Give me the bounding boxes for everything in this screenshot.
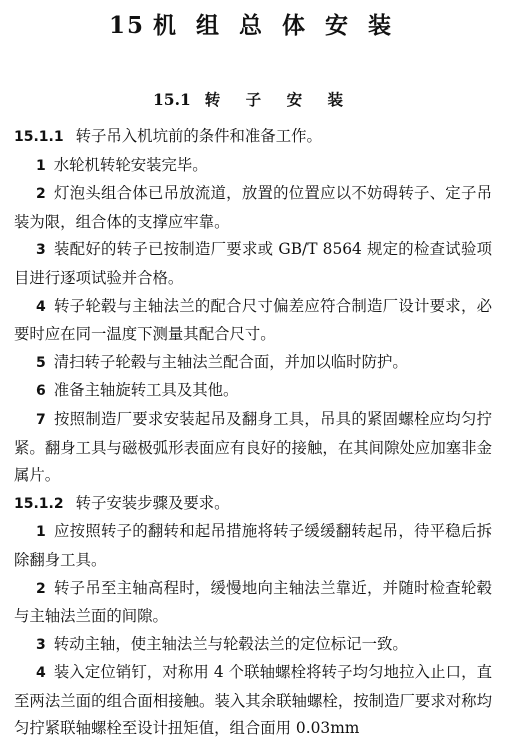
chapter-number: 15 xyxy=(108,12,145,39)
list-item xyxy=(14,406,492,490)
list-item xyxy=(14,180,492,236)
item-number: 4 xyxy=(36,665,46,682)
item-number: 5 xyxy=(36,354,46,371)
item-text: 转子轮毂与主轴法兰的配合尺寸偏差应符合制造厂设计要求，必要时应在同一温度下测量其配合尺寸。 xyxy=(14,296,492,344)
item-text: 转子吊至主轴高程时，缓慢地向主轴法兰靠近，并随时检查轮毂与主轴法兰面的间隙。 xyxy=(14,578,492,626)
item-number: 2 xyxy=(36,186,46,203)
item-text: 清扫转子轮毂与主轴法兰配合面，并加以临时防护。 xyxy=(53,352,408,371)
item-number: 6 xyxy=(36,383,46,400)
list-item xyxy=(14,152,492,181)
item-number: 3 xyxy=(36,242,46,259)
item-text: 应按照转子的翻转和起吊措施将转子缓缓翻转起吊，待平稳后拆除翻身工具。 xyxy=(14,522,492,569)
list-item xyxy=(14,293,492,349)
list-item xyxy=(14,631,492,660)
item-text: 按照制造厂要求安装起吊及翻身工具，吊具的紧固螺栓应均匀拧紧。翻身工具与磁极弧形表面应有良好的接触，在其间隙处应加塞非金属片。 xyxy=(14,409,492,485)
item-text: 装配好的转子已按制造厂要求或 GB/T 8564 规定的检查试验项目进行逐项试验并合格。 xyxy=(14,240,492,287)
chapter-title-text: 机 组 总 体 安 装 xyxy=(152,12,398,39)
list-item xyxy=(14,659,492,743)
list-item xyxy=(14,518,492,574)
chapter-title xyxy=(14,8,492,44)
section-title xyxy=(14,88,492,112)
clause-heading xyxy=(14,123,492,152)
section-title-text: 转 子 安 装 xyxy=(204,90,353,109)
item-number: 3 xyxy=(36,636,46,653)
clause-text: 转子安装步骤及要求。 xyxy=(75,493,230,512)
list-item xyxy=(14,575,492,631)
list-item xyxy=(14,236,492,292)
section-number: 15.1 xyxy=(153,90,191,109)
item-number: 1 xyxy=(36,157,46,174)
clause-number: 15.1.2 xyxy=(14,495,64,512)
item-text: 准备主轴旋转工具及其他。 xyxy=(53,381,239,400)
item-number: 7 xyxy=(36,411,46,428)
list-item xyxy=(14,377,492,406)
list-item xyxy=(14,349,492,378)
document-body xyxy=(14,123,492,743)
item-text: 灯泡头组合体已吊放流道，放置的位置应以不妨碍转子、定子吊装为限，组合体的支撑应牢靠。 xyxy=(14,184,492,231)
item-text: 水轮机转轮安装完毕。 xyxy=(53,155,208,174)
clause-text: 转子吊入机坑前的条件和准备工作。 xyxy=(75,127,322,145)
item-number: 4 xyxy=(36,298,46,315)
item-text: 装入定位销钉，对称用 4 个联轴螺栓将转子均匀地拉入止口，直至两法兰面的组合面相接触。装入其余联轴螺栓，按制造厂要求对称均匀拧紧联轴螺栓至设计扭矩值，组合面用 0.03mm xyxy=(14,663,492,738)
item-number: 1 xyxy=(36,524,46,541)
item-text: 转动主轴，使主轴法兰与轮毂法兰的定位标记一致。 xyxy=(53,634,408,653)
item-number: 2 xyxy=(36,580,46,597)
clause-heading xyxy=(14,490,492,519)
clause-number: 15.1.1 xyxy=(14,129,64,145)
